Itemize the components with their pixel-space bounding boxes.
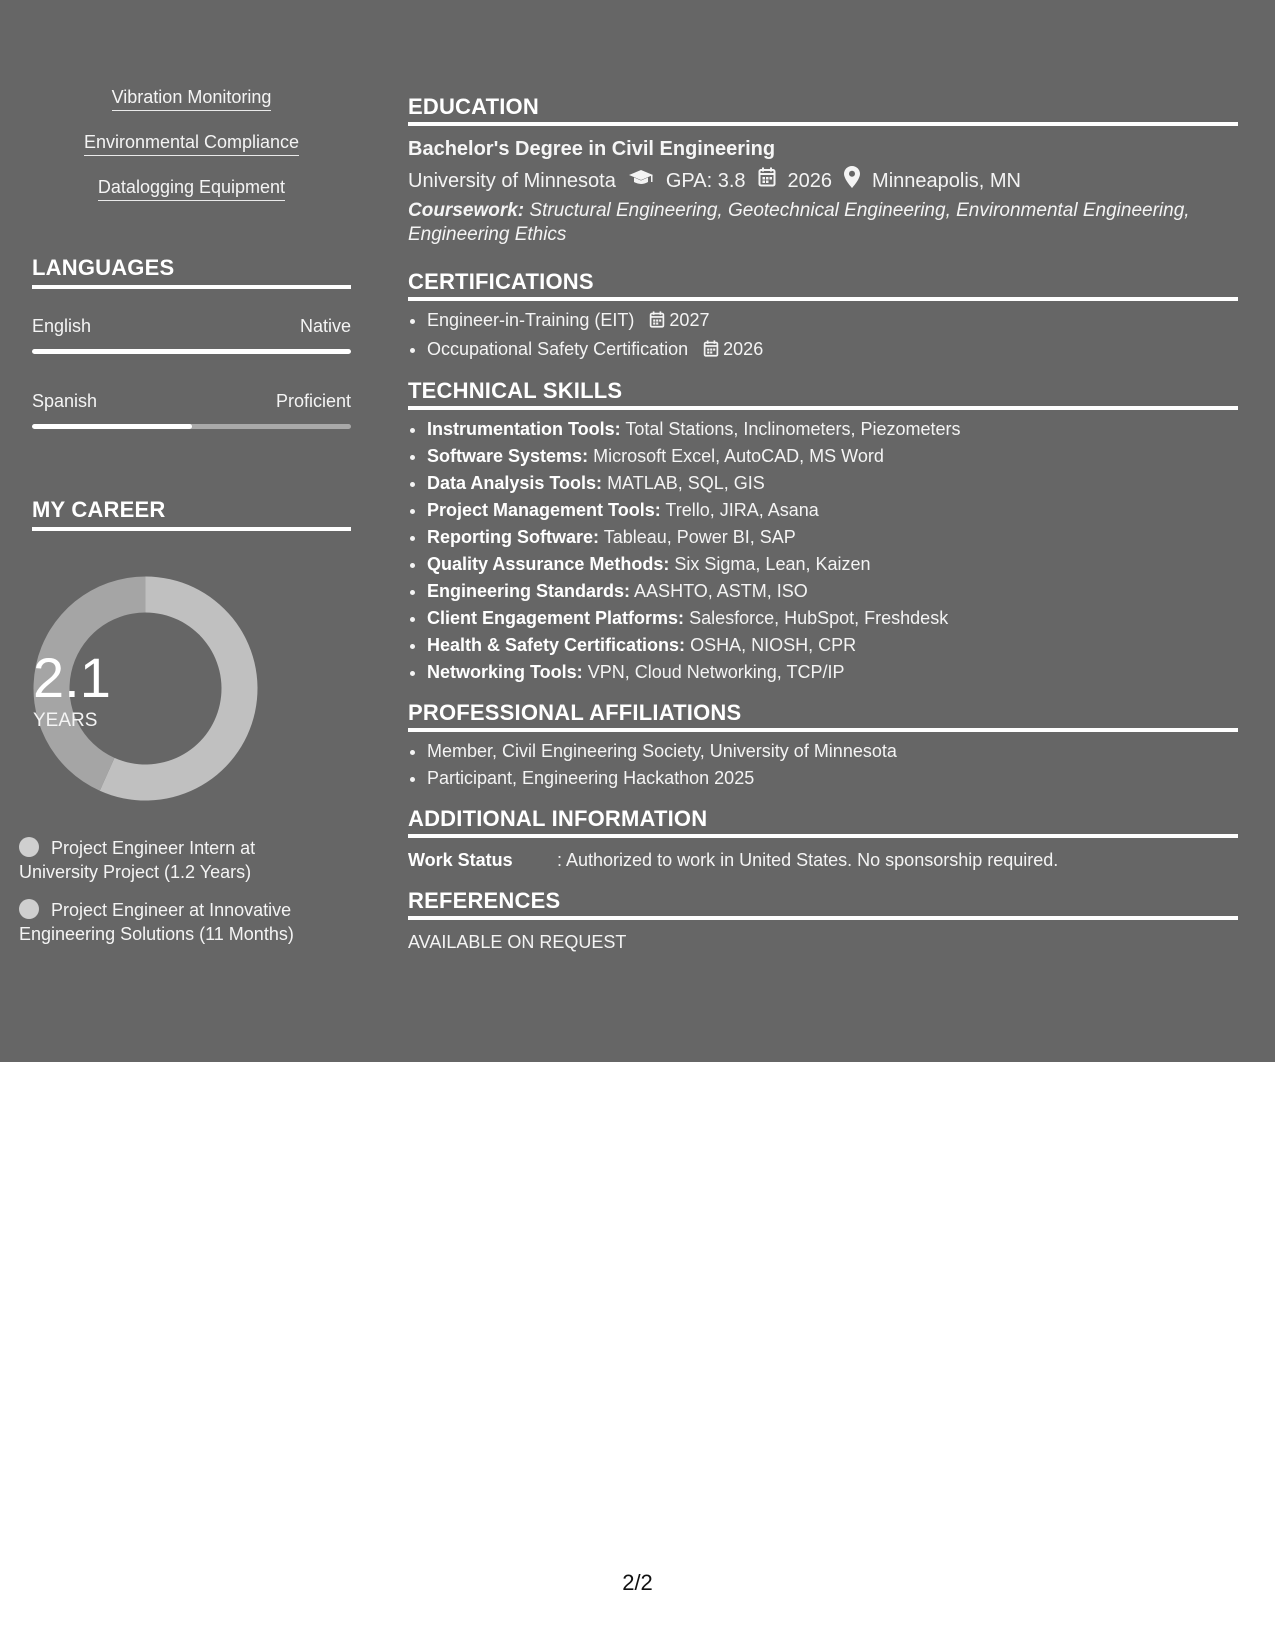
skill-item [427, 659, 1238, 686]
career-item [19, 836, 319, 884]
language-proficiency-bar [32, 349, 351, 354]
calendar-icon [758, 167, 776, 195]
skill-item [427, 524, 1238, 551]
page-number: 2/2 [622, 1570, 653, 1595]
skill-label: Quality Assurance Methods: [427, 554, 670, 574]
affiliations-section [408, 700, 1238, 792]
skill-value: AASHTO, ASTM, ISO [634, 581, 808, 601]
education-meta [408, 166, 1238, 196]
graduation-year: 2026 [787, 170, 833, 192]
calendar-icon [703, 338, 719, 365]
certification-name: Engineer-in-Training (EIT) [427, 310, 635, 330]
coursework [408, 199, 1238, 247]
certifications-title: CERTIFICATIONS [408, 269, 1238, 301]
skill-item [427, 632, 1238, 659]
career-list [19, 836, 319, 960]
technical-skills-list [408, 416, 1238, 686]
skill-item [427, 470, 1238, 497]
affiliation-item: • Member, Civil Engineering Society, University of Minnesota [427, 738, 1238, 765]
skill-label: Software Systems: [427, 446, 589, 466]
coursework-text: Structural Engineering, Geotechnical Engineering, Environmental Engineering, Engineering Ethics [408, 200, 1190, 245]
career-item-label: Project Engineer Intern at University Project (1.2 Years) [19, 838, 256, 882]
coursework-label: Coursework: [408, 200, 525, 221]
work-status-label: Work Status [408, 850, 513, 870]
additional-info-section [408, 806, 1238, 872]
certification-year: 2027 [669, 310, 710, 330]
school-name: University of Minnesota [408, 170, 616, 192]
career-total-value: 2.1 [33, 646, 111, 709]
education-section [408, 94, 1238, 247]
career-section [32, 497, 351, 531]
skill-item [427, 605, 1238, 632]
career-item-label: Project Engineer at Innovative Engineering Solutions (11 Months) [19, 900, 294, 944]
skill-value: VPN, Cloud Networking, TCP/IP [587, 662, 845, 682]
school-location: Minneapolis, MN [872, 170, 1021, 192]
language-proficiency-bar [32, 424, 351, 429]
technical-skills-section [408, 378, 1238, 686]
skill-link[interactable]: Environmental Compliance [84, 131, 299, 156]
languages-title: LANGUAGES [32, 255, 351, 289]
references-section [408, 888, 1238, 954]
skill-label: Networking Tools: [427, 662, 583, 682]
skill-link[interactable]: Vibration Monitoring [112, 86, 272, 111]
skill-value: MATLAB, SQL, GIS [607, 473, 765, 493]
skill-value: Total Stations, Inclinometers, Piezometers [625, 419, 961, 439]
skill-value: Salesforce, HubSpot, Freshdesk [689, 608, 949, 628]
affiliation-item: • Participant, Engineering Hackathon 2025 [427, 765, 1238, 792]
career-dot-icon [19, 837, 39, 857]
languages-section [32, 255, 351, 429]
gpa: GPA: 3.8 [665, 170, 746, 192]
education-title: EDUCATION [408, 94, 1238, 126]
career-total-unit: YEARS [33, 710, 98, 731]
skill-label: Engineering Standards: [427, 581, 631, 601]
skill-label: Project Management Tools: [427, 500, 661, 520]
skill-label: Data Analysis Tools: [427, 473, 603, 493]
map-pin-icon [844, 166, 860, 196]
certifications-section [408, 269, 1238, 365]
certification-name: Occupational Safety Certification [427, 339, 689, 359]
skill-label: Instrumentation Tools: [427, 419, 621, 439]
work-status [408, 848, 1238, 872]
graduation-cap-icon [628, 167, 654, 195]
calendar-icon [649, 309, 665, 336]
certification-item [427, 336, 1238, 365]
certification-year: 2026 [723, 339, 764, 359]
skill-item [427, 443, 1238, 470]
skill-links [32, 86, 351, 221]
skill-item [427, 551, 1238, 578]
skill-label: Health & Safety Certifications: [427, 635, 686, 655]
additional-info-title: ADDITIONAL INFORMATION [408, 806, 1238, 838]
language-proficiency-fill [32, 349, 351, 354]
references-title: REFERENCES [408, 888, 1238, 920]
skill-value: Tableau, Power BI, SAP [603, 527, 796, 547]
skill-value: Trello, JIRA, Asana [665, 500, 819, 520]
skill-label: Reporting Software: [427, 527, 600, 547]
skill-value: OSHA, NIOSH, CPR [690, 635, 857, 655]
career-dot-icon [19, 899, 39, 919]
skill-value: Six Sigma, Lean, Kaizen [674, 554, 871, 574]
skill-label: Client Engagement Platforms: [427, 608, 685, 628]
skill-link[interactable]: Datalogging Equipment [98, 176, 285, 201]
right-column [408, 94, 1238, 954]
skill-item [427, 578, 1238, 605]
language-item [32, 315, 351, 354]
language-level: Proficient [275, 391, 351, 411]
skill-value: Microsoft Excel, AutoCAD, MS Word [593, 446, 884, 466]
technical-skills-title: TECHNICAL SKILLS [408, 378, 1238, 410]
degree-title: Bachelor's Degree in Civil Engineering [408, 138, 776, 160]
career-donut-chart [33, 576, 258, 801]
career-item [19, 898, 319, 946]
skill-item [427, 497, 1238, 524]
skill-item [427, 416, 1238, 443]
language-name: English [32, 316, 92, 336]
language-item [32, 390, 351, 429]
work-status-value: : Authorized to work in United States. No sponsorship required. [557, 850, 1059, 870]
language-proficiency-fill [32, 424, 192, 429]
language-level: Native [299, 316, 351, 336]
career-title: MY CAREER [32, 497, 351, 531]
references-text: AVAILABLE ON REQUEST [408, 932, 627, 952]
certification-item [427, 307, 1238, 336]
language-name: Spanish [32, 391, 98, 411]
affiliations-title: PROFESSIONAL AFFILIATIONS [408, 700, 1238, 732]
